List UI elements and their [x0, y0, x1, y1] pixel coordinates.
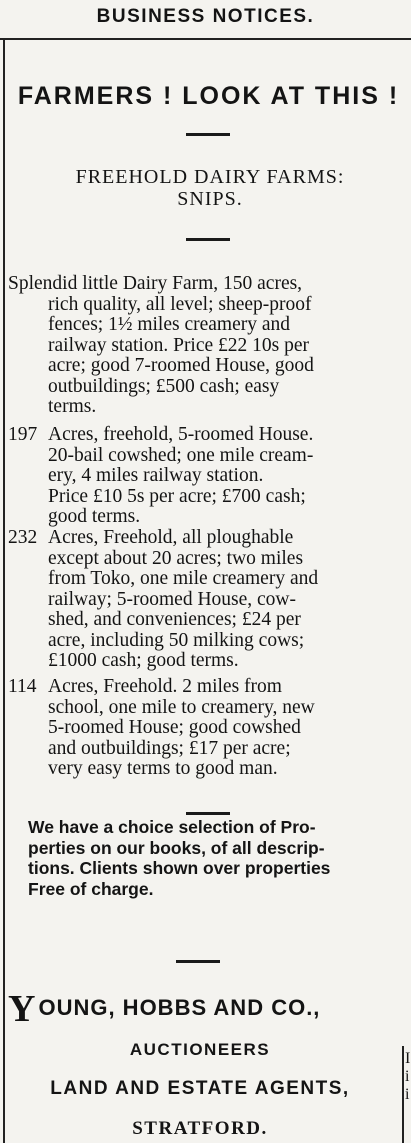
- top-rule: [0, 38, 411, 40]
- listing-acres: 197: [8, 424, 38, 445]
- listing-line: school, one mile to creamery, new: [48, 696, 315, 718]
- notice-text: [28, 817, 390, 899]
- firm-agents: LAND AND ESTATE AGENTS,: [50, 1078, 350, 1099]
- listing-line: acre, including 50 milking cows;: [48, 629, 305, 651]
- listing-line: Price £10 5s per acre; £700 cash;: [48, 485, 306, 507]
- right-column-rule: [402, 1046, 404, 1143]
- listing: [8, 425, 400, 528]
- listing-line: terms.: [48, 396, 97, 417]
- listing-line: and outbuildings; £17 per acre;: [48, 737, 291, 759]
- notice-line: We have a choice selection of Pro-: [28, 817, 316, 837]
- headline: FARMERS ! LOOK AT THIS !: [17, 82, 400, 110]
- listing-line: except about 20 acres; two miles: [48, 547, 304, 569]
- listing-line: railway; 5-roomed House, cow-: [48, 588, 297, 610]
- notice-line: perties on our books, of all descrip-: [28, 837, 325, 858]
- firm-initial: Y: [8, 988, 37, 1030]
- listing-line: 5-roomed House; good cowshed: [48, 717, 301, 738]
- column-rule: [3, 40, 5, 1143]
- listing-line: railway station. Price £22 10s per: [48, 334, 310, 356]
- adjacent-column-fragment: I: [405, 1050, 411, 1067]
- listing-line: £1000 cash; good terms.: [48, 650, 239, 671]
- firm-name: [8, 987, 388, 1031]
- subtitle-line: SNIPS.: [177, 188, 243, 210]
- firm-town: STRATFORD.: [132, 1118, 268, 1139]
- listing-line: very easy terms to good man.: [48, 758, 278, 779]
- subtitle-line: FREEHOLD DAIRY FARMS:: [75, 166, 345, 188]
- listing-line: Splendid little Dairy Farm, 150 acres,: [8, 273, 303, 294]
- listing-line: outbuildings; £500 cash; easy: [48, 375, 280, 397]
- adjacent-column-fragment: i: [405, 1086, 410, 1103]
- firm-name-rest: OUNG, HOBBS AND CO.,: [38, 995, 321, 1020]
- divider: [176, 960, 220, 963]
- listing-line: 20-bail cowshed; one mile cream-: [48, 444, 314, 466]
- section-header: BUSINESS NOTICES.: [96, 6, 315, 27]
- firm-role: AUCTIONEERS: [129, 1040, 271, 1059]
- listing: [8, 528, 400, 672]
- listing-line: Acres, Freehold, all ploughable: [48, 527, 294, 548]
- listing-line: rich quality, all level; sheep-proof: [48, 293, 312, 315]
- listing-line: from Toko, one mile creamery and: [48, 568, 319, 589]
- listing-line: good terms.: [48, 506, 141, 527]
- listing-line: shed, and conveniences; £24 per: [48, 609, 301, 630]
- divider: [186, 238, 230, 241]
- divider: [186, 133, 230, 136]
- notice-line: tions. Clients shown over properties: [28, 858, 331, 878]
- listing-acres: 232: [8, 527, 38, 548]
- listing-line: Acres, freehold, 5-roomed House.: [48, 424, 314, 445]
- notice-line: Free of charge.: [28, 878, 154, 899]
- listing: [8, 274, 400, 418]
- listing-line: Acres, Freehold. 2 miles from: [48, 676, 282, 697]
- adjacent-column-fragment: i: [405, 1068, 410, 1085]
- subtitle: [10, 166, 410, 210]
- listing-line: acre; good 7-roomed House, good: [48, 355, 314, 376]
- listing-line: ery, 4 miles railway station.: [48, 465, 264, 486]
- listing-line: fences; 1½ miles creamery and: [48, 314, 291, 335]
- listing-acres: 114: [8, 676, 37, 697]
- listing: [8, 677, 400, 780]
- divider: [186, 812, 230, 815]
